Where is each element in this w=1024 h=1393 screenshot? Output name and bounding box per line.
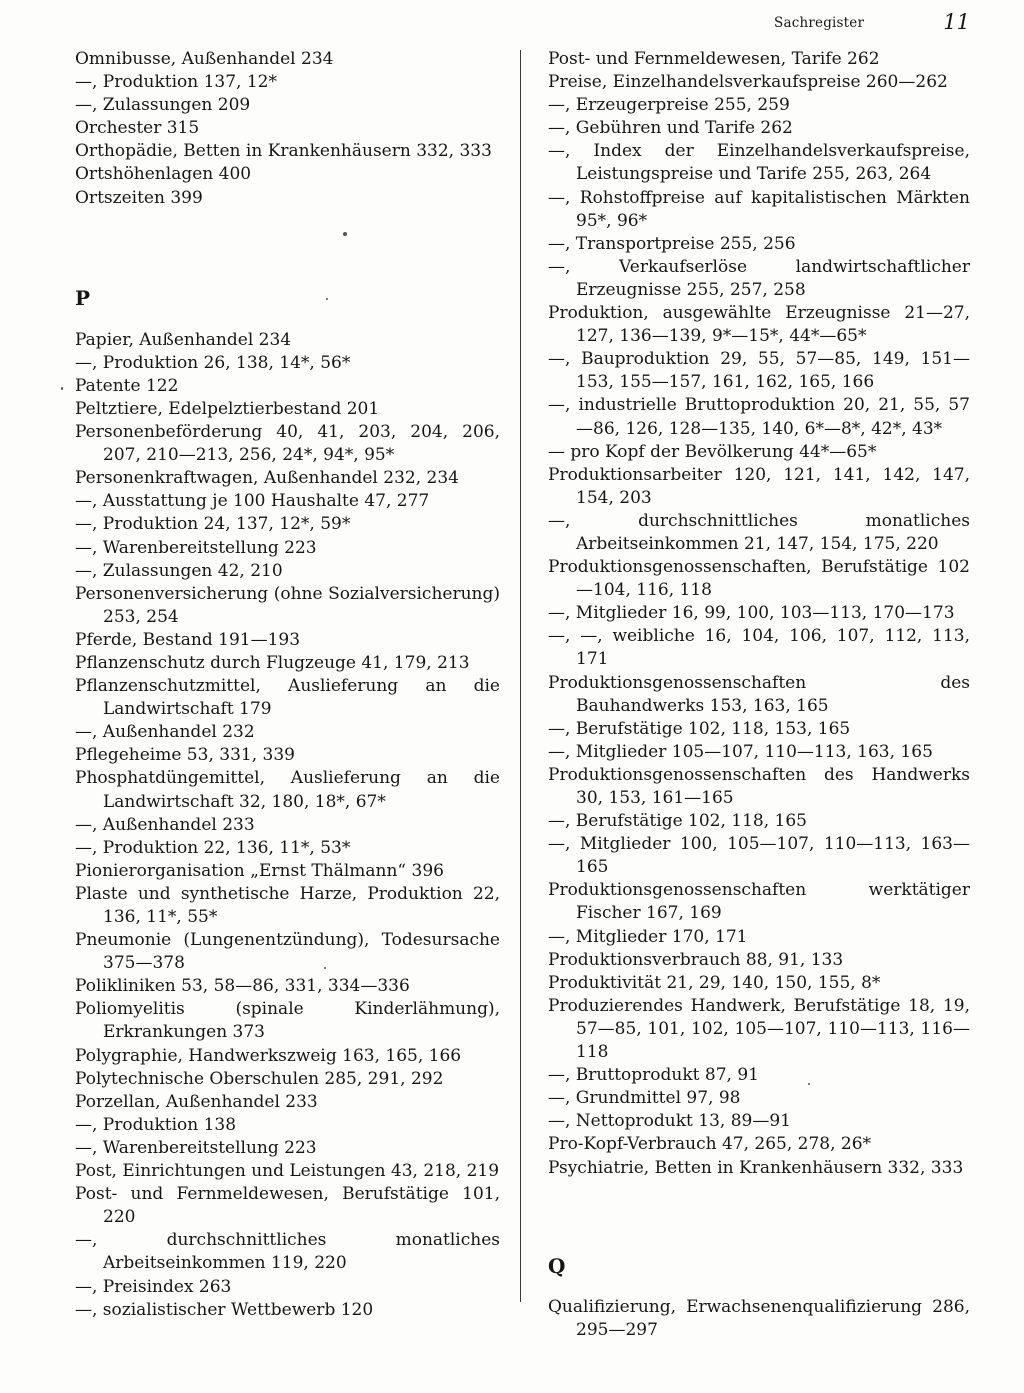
index-entry: Patente 122: [75, 375, 179, 396]
index-entry: Produktivität 21, 29, 140, 150, 155, 8*: [548, 972, 881, 993]
left-column: [75, 48, 500, 1322]
index-entry: Personenversicherung (ohne Sozialversicherung) 253, 254: [75, 583, 500, 627]
index-entry: Ortszeiten 399: [75, 187, 203, 208]
letter-heading-p: P: [75, 285, 91, 310]
index-entry: — pro Kopf der Bevölkerung 44*—65*: [548, 441, 877, 462]
index-entry: Poliomyelitis (spinale Kinderlähmung), Erkrankungen 373: [75, 999, 500, 1043]
column-divider: [520, 50, 521, 1302]
index-entry: —, Warenbereitstellung 223: [75, 537, 317, 558]
index-entry: Personenbeförderung 40, 41, 203, 204, 206, 207, 210—213, 256, 24*, 94*, 95*: [75, 422, 500, 466]
index-entry: —, durchschnittliches monatliches Arbeitseinkommen 21, 147, 154, 175, 220: [548, 510, 970, 554]
index-entry: Post- und Fernmeldewesen, Tarife 262: [548, 49, 880, 69]
index-entry: —, Transportpreise 255, 256: [548, 233, 796, 254]
index-entry: —, Mitglieder 100, 105—107, 110—113, 163—165: [548, 834, 970, 878]
entry-group-p: [75, 329, 500, 1322]
index-entry: —, Grundmittel 97, 98: [548, 1088, 741, 1109]
index-entry: Produktion, ausgewählte Erzeugnisse 21—27, 127, 136—139, 9*—15*, 44*—65*: [548, 303, 970, 347]
right-column: [548, 48, 970, 1342]
index-entry: Produktionsgenossenschaften werktätiger Fischer 167, 169: [548, 880, 970, 924]
index-entry: —, Berufstätige 102, 118, 153, 165: [548, 718, 851, 739]
index-entry: —, Außenhandel 233: [75, 814, 255, 835]
index-entry: Psychiatrie, Betten in Krankenhäusern 332, 333: [548, 1157, 964, 1178]
index-entry: —, Bruttoprodukt 87, 91: [548, 1065, 759, 1086]
index-entry: —, Preisindex 263: [75, 1276, 232, 1297]
index-entry: Pro-Kopf-Verbrauch 47, 265, 278, 26*: [548, 1134, 872, 1155]
index-entry: —, Bauproduktion 29, 55, 57—85, 149, 151—153, 155—157, 161, 162, 165, 166: [548, 349, 970, 393]
index-entry: —, durchschnittliches monatliches Arbeitseinkommen 119, 220: [75, 1230, 500, 1274]
index-entry: Peltztiere, Edelpelztierbestand 201: [75, 398, 380, 419]
index-entry: —, Außenhandel 232: [75, 722, 255, 743]
index-entry: —, Mitglieder 105—107, 110—113, 163, 165: [548, 741, 933, 762]
index-entry: Polytechnische Oberschulen 285, 291, 292: [75, 1068, 444, 1089]
index-entry: —, Berufstätige 102, 118, 165: [548, 811, 807, 832]
page-number: 11: [943, 10, 970, 34]
section-name: Sachregister: [774, 15, 865, 31]
index-entry: —, Erzeugerpreise 255, 259: [548, 95, 790, 116]
index-entry: Produzierendes Handwerk, Berufstätige 18, 19, 57—85, 101, 102, 105—107, 110—113, 116—118: [548, 995, 970, 1063]
index-entry: —, Ausstattung je 100 Haushalte 47, 277: [75, 491, 430, 512]
index-entry: Produktionsgenossenschaften des Bauhandwerks 153, 163, 165: [548, 672, 970, 716]
index-entry: —, Zulassungen 42, 210: [75, 560, 283, 581]
index-entry: Orchester 315: [75, 118, 200, 139]
index-entry: Ortshöhenlagen 400: [75, 164, 252, 185]
index-entry: Personenkraftwagen, Außenhandel 232, 234: [75, 468, 459, 489]
index-entry: —, Produktion 22, 136, 11*, 53*: [75, 837, 351, 858]
index-entry: —, Gebühren und Tarife 262: [548, 118, 793, 139]
index-entry: Post, Einrichtungen und Leistungen 43, 218, 219: [75, 1161, 500, 1182]
index-entry: Pflanzenschutz durch Flugzeuge 41, 179, 213: [75, 652, 470, 673]
index-entry: Pflanzenschutzmittel, Auslieferung an die Landwirtschaft 179: [75, 676, 500, 720]
index-entry: Produktionsgenossenschaften, Berufstätige 102—104, 116, 118: [548, 557, 970, 601]
index-entry: —, Produktion 24, 137, 12*, 59*: [75, 514, 351, 535]
index-entry: Pionierorganisation „Ernst Thälmann“ 396: [75, 860, 444, 881]
index-entry: —, Index der Einzelhandelsverkaufspreise, Leistungspreise und Tarife 255, 263, 264: [548, 141, 970, 185]
scan-speck: [343, 232, 347, 236]
index-entry: Phosphatdüngemittel, Auslieferung an die Landwirtschaft 32, 180, 18*, 67*: [75, 768, 500, 812]
index-entry: Orthopädie, Betten in Krankenhäusern 332, 333: [75, 141, 492, 162]
entry-group-o: [75, 48, 500, 210]
entry-group-p-continued: [548, 48, 970, 1180]
index-entry: —, Produktion 26, 138, 14*, 56*: [75, 352, 351, 373]
scan-speck: [808, 1083, 810, 1085]
index-entry: Omnibusse, Außenhandel 234: [75, 49, 334, 69]
index-entry: —, —, weibliche 16, 104, 106, 107, 112, 113, 171: [548, 626, 970, 670]
index-entry: Pneumonie (Lungenentzündung), Todesursache 375—378: [75, 930, 500, 974]
index-entry: Pferde, Bestand 191—193: [75, 629, 301, 650]
index-entry: Qualifizierung, Erwachsenenqualifizierung 286, 295—297: [548, 1296, 970, 1340]
index-entry: Papier, Außenhandel 234: [75, 329, 292, 350]
index-entry: —, Produktion 138: [75, 1114, 237, 1135]
index-entry: Post- und Fernmeldewesen, Berufstätige 101, 220: [75, 1184, 500, 1228]
index-entry: Polygraphie, Handwerkszweig 163, 165, 166: [75, 1045, 462, 1066]
index-entry: —, sozialistischer Wettbewerb 120: [75, 1299, 374, 1320]
index-entry: Produktionsgenossenschaften des Handwerks 30, 153, 161—165: [548, 764, 970, 808]
index-entry: —, Mitglieder 170, 171: [548, 926, 748, 947]
letter-heading-q: Q: [548, 1253, 566, 1278]
index-entry: Pflegeheime 53, 331, 339: [75, 745, 295, 766]
index-entry: Porzellan, Außenhandel 233: [75, 1091, 318, 1112]
running-head: [760, 11, 970, 35]
index-entry: —, Rohstoffpreise auf kapitalistischen Märkten 95*, 96*: [548, 187, 970, 231]
index-entry: —, Warenbereitstellung 223: [75, 1137, 317, 1158]
index-entry: Plaste und synthetische Harze, Produktion 22, 136, 11*, 55*: [75, 883, 500, 927]
scan-speck: [326, 298, 328, 300]
index-entry: —, industrielle Bruttoproduktion 20, 21, 55, 57—86, 126, 128—135, 140, 6*—8*, 42*, 43*: [548, 395, 970, 439]
index-entry: —, Produktion 137, 12*: [75, 72, 277, 93]
index-entry: —, Nettoprodukt 13, 89—91: [548, 1111, 791, 1132]
scan-speck: [61, 387, 63, 390]
index-entry: —, Verkaufserlöse landwirtschaftlicher Erzeugnisse 255, 257, 258: [548, 256, 970, 300]
index-entry: Preise, Einzelhandelsverkaufspreise 260—262: [548, 72, 948, 93]
scan-speck: [324, 967, 326, 969]
index-entry: —, Mitglieder 16, 99, 100, 103—113, 170—173: [548, 603, 955, 624]
index-entry: —, Zulassungen 209: [75, 95, 251, 116]
index-entry: Produktionsverbrauch 88, 91, 133: [548, 949, 844, 970]
index-entry: Polikliniken 53, 58—86, 331, 334—336: [75, 976, 410, 997]
entry-group-q: [548, 1296, 970, 1342]
index-entry: Produktionsarbeiter 120, 121, 141, 142, 147, 154, 203: [548, 464, 970, 508]
